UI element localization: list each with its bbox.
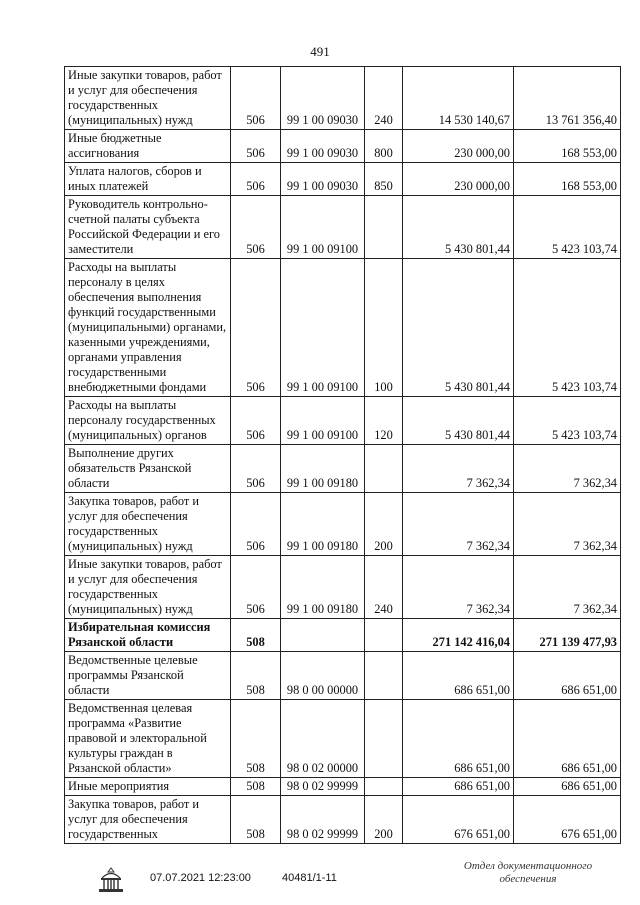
cell-name: Иные бюджетные ассигнования	[65, 130, 231, 163]
cell-sum-executed: 5 423 103,74	[514, 259, 621, 397]
cell-csr: 99 1 00 09030	[281, 67, 365, 130]
cell-vr: 240	[365, 67, 403, 130]
cell-name: Расходы на выплаты персоналу государственных (муниципальных) органов	[65, 397, 231, 445]
stamp-line-2: обеспечения	[499, 873, 557, 885]
table-row	[65, 652, 621, 700]
cell-ved: 508	[231, 652, 281, 700]
table-row	[65, 493, 621, 556]
footer-doc-number: 40481/1-11	[282, 872, 337, 884]
cell-vr	[365, 778, 403, 796]
cell-csr	[281, 619, 365, 652]
cell-vr: 800	[365, 130, 403, 163]
cell-vr	[365, 196, 403, 259]
cell-vr: 100	[365, 259, 403, 397]
table-row	[65, 130, 621, 163]
table-row	[65, 778, 621, 796]
cell-name: Закупка товаров, работ и услуг для обеспечения государственных (муниципальных) нужд	[65, 493, 231, 556]
table-row	[65, 67, 621, 130]
budget-table-body	[65, 67, 621, 844]
cell-sum-planned: 686 651,00	[403, 778, 514, 796]
cell-vr: 120	[365, 397, 403, 445]
cell-name: Ведомственная целевая программа «Развитие правовой и электоральной культуры граждан в Рязанской области»	[65, 700, 231, 778]
table-row	[65, 700, 621, 778]
cell-ved: 508	[231, 778, 281, 796]
stamp-line-1: Отдел документационного	[463, 860, 593, 872]
cell-sum-planned: 5 430 801,44	[403, 397, 514, 445]
cell-csr: 99 1 00 09030	[281, 130, 365, 163]
cell-vr	[365, 700, 403, 778]
cell-sum-executed: 686 651,00	[514, 652, 621, 700]
cell-sum-planned: 230 000,00	[403, 163, 514, 196]
cell-ved: 506	[231, 67, 281, 130]
cell-sum-executed: 5 423 103,74	[514, 196, 621, 259]
table-row	[65, 163, 621, 196]
cell-sum-executed: 686 651,00	[514, 778, 621, 796]
department-stamp	[448, 860, 608, 886]
table-row	[65, 796, 621, 844]
table-row	[65, 259, 621, 397]
cell-ved: 506	[231, 130, 281, 163]
cell-csr: 98 0 00 00000	[281, 652, 365, 700]
cell-sum-planned: 686 651,00	[403, 700, 514, 778]
cell-name: Избирательная комиссия Рязанской области	[65, 619, 231, 652]
cell-name: Расходы на выплаты персоналу в целях обеспечения выполнения функций государственными (муниципальными) органами, казенными учреждениями, органами управления государственными внебюджетными фондами	[65, 259, 231, 397]
cell-sum-executed: 7 362,34	[514, 445, 621, 493]
cell-sum-executed: 271 139 477,93	[514, 619, 621, 652]
cell-sum-executed: 676 651,00	[514, 796, 621, 844]
cell-vr: 850	[365, 163, 403, 196]
cell-csr: 99 1 00 09180	[281, 493, 365, 556]
cell-name: Ведомственные целевые программы Рязанской области	[65, 652, 231, 700]
cell-ved: 506	[231, 445, 281, 493]
cell-ved: 508	[231, 700, 281, 778]
cell-csr: 99 1 00 09100	[281, 196, 365, 259]
cell-sum-executed: 7 362,34	[514, 556, 621, 619]
footer	[0, 860, 640, 900]
cell-sum-planned: 7 362,34	[403, 556, 514, 619]
cell-name: Иные закупки товаров, работ и услуг для обеспечения государственных (муниципальных) нужд	[65, 556, 231, 619]
cell-sum-planned: 7 362,34	[403, 445, 514, 493]
cell-sum-planned: 14 530 140,67	[403, 67, 514, 130]
cell-name: Уплата налогов, сборов и иных платежей	[65, 163, 231, 196]
cell-csr: 98 0 02 99999	[281, 778, 365, 796]
cell-csr: 99 1 00 09030	[281, 163, 365, 196]
table-row	[65, 196, 621, 259]
cell-sum-executed: 7 362,34	[514, 493, 621, 556]
cell-csr: 99 1 00 09180	[281, 556, 365, 619]
cell-csr: 99 1 00 09100	[281, 259, 365, 397]
cell-sum-planned: 5 430 801,44	[403, 259, 514, 397]
table-row	[65, 619, 621, 652]
cell-name: Руководитель контрольно-счетной палаты субъекта Российской Федерации и его заместители	[65, 196, 231, 259]
cell-vr: 200	[365, 796, 403, 844]
cell-name: Иные мероприятия	[65, 778, 231, 796]
budget-table	[64, 66, 621, 844]
cell-sum-planned: 271 142 416,04	[403, 619, 514, 652]
cell-ved: 506	[231, 397, 281, 445]
cell-vr	[365, 652, 403, 700]
cell-name: Иные закупки товаров, работ и услуг для обеспечения государственных (муниципальных) нужд	[65, 67, 231, 130]
cell-csr: 98 0 02 99999	[281, 796, 365, 844]
cell-vr: 200	[365, 493, 403, 556]
table-row	[65, 445, 621, 493]
cell-name: Выполнение других обязательств Рязанской области	[65, 445, 231, 493]
duma-emblem-icon	[96, 866, 126, 894]
cell-csr: 99 1 00 09100	[281, 397, 365, 445]
cell-name: Закупка товаров, работ и услуг для обеспечения государственных	[65, 796, 231, 844]
cell-sum-executed: 5 423 103,74	[514, 397, 621, 445]
page-number: 491	[310, 44, 330, 59]
cell-csr: 98 0 02 00000	[281, 700, 365, 778]
cell-sum-planned: 686 651,00	[403, 652, 514, 700]
cell-sum-executed: 13 761 356,40	[514, 67, 621, 130]
cell-ved: 506	[231, 493, 281, 556]
table-row	[65, 397, 621, 445]
cell-csr: 99 1 00 09180	[281, 445, 365, 493]
cell-sum-executed: 168 553,00	[514, 130, 621, 163]
cell-ved: 506	[231, 556, 281, 619]
cell-vr	[365, 445, 403, 493]
cell-sum-planned: 7 362,34	[403, 493, 514, 556]
cell-ved: 506	[231, 259, 281, 397]
cell-sum-executed: 168 553,00	[514, 163, 621, 196]
cell-sum-planned: 676 651,00	[403, 796, 514, 844]
table-row	[65, 556, 621, 619]
cell-vr: 240	[365, 556, 403, 619]
cell-vr	[365, 619, 403, 652]
cell-sum-planned: 230 000,00	[403, 130, 514, 163]
cell-ved: 506	[231, 196, 281, 259]
cell-ved: 508	[231, 619, 281, 652]
footer-date: 07.07.2021 12:23:00	[150, 872, 251, 884]
cell-sum-planned: 5 430 801,44	[403, 196, 514, 259]
cell-ved: 508	[231, 796, 281, 844]
cell-ved: 506	[231, 163, 281, 196]
cell-sum-executed: 686 651,00	[514, 700, 621, 778]
